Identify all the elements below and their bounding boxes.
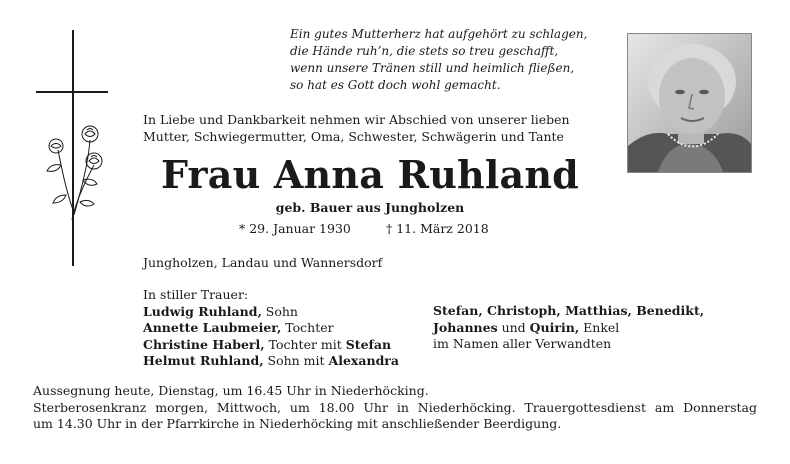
service-line: Sterberosenkranz morgen, Mittwoch, um 18.00 Uhr in Niederhöcking. Trauergottesdienst am Donnerstag (33, 399, 757, 415)
mourner-entry (143, 304, 443, 321)
mourner-name: Helmut Ruhland, (143, 353, 264, 368)
places: Jungholzen, Landau und Wannersdorf (143, 255, 383, 270)
mourner-entry (433, 303, 763, 320)
mourner-relation: und (497, 319, 530, 335)
mourner-name: Stefan, Christoph, Matthias, Benedikt, (433, 303, 705, 318)
poem (290, 26, 620, 94)
birth-date: * 29. Januar 1930 (239, 221, 351, 236)
mourner-relation: Sohn mit (263, 353, 329, 368)
cross-with-roses-icon (36, 30, 116, 266)
poem-line: Ein gutes Mutterherz hat aufgehört zu schlagen, (290, 27, 588, 41)
mourner-entry (143, 320, 443, 337)
mourner-name: Johannes (433, 319, 498, 335)
birth-name: geb. Bauer aus Jungholzen (275, 200, 465, 215)
mourner-relation: Sohn (261, 303, 298, 319)
intro-line: In Liebe und Dankbarkeit nehmen wir Abschied von unserer lieben (143, 112, 570, 127)
mourner-entry (433, 336, 763, 353)
mourner-entry (433, 320, 763, 337)
mourner-relation: Tochter mit (264, 336, 346, 352)
poem-line: wenn unsere Tränen still und heimlich fließen, (290, 61, 575, 75)
intro-text (143, 111, 613, 145)
mourner-name: Stefan (345, 336, 392, 352)
mourner-name: Alexandra (328, 353, 399, 368)
mourners-heading: In stiller Trauer: (143, 287, 249, 302)
service-info (33, 383, 757, 433)
deceased-name: Frau Anna Ruhland (161, 152, 579, 197)
service-line: um 14.30 Uhr in der Pfarrkirche in Niederhöcking mit anschließender Beerdigung. (33, 416, 562, 431)
mourner-relation: im Namen aller Verwandten (433, 336, 612, 351)
mourner-entry (143, 337, 443, 354)
death-date: † 11. März 2018 (386, 221, 489, 236)
mourner-name: Annette Laubmeier, (143, 320, 282, 335)
mourner-entry (143, 353, 443, 370)
portrait-photo (627, 33, 752, 173)
poem-line: die Hände ruh’n, die stets so treu geschafft, (290, 44, 559, 58)
mourner-name: Ludwig Ruhland, (143, 303, 262, 319)
mourners-right (433, 303, 763, 353)
mourner-name: Christine Haberl, (143, 336, 265, 352)
poem-line: so hat es Gott doch wohl gemacht. (290, 78, 501, 92)
mourner-relation: Tochter (281, 320, 334, 335)
service-line: Aussegnung heute, Dienstag, um 16.45 Uhr in Niederhöcking. (33, 383, 429, 398)
mourner-relation: Enkel (579, 319, 620, 335)
mourner-name: Quirin, (529, 319, 580, 335)
intro-line: Mutter, Schwiegermutter, Oma, Schwester, Schwägerin und Tante (143, 129, 564, 144)
mourners-left (143, 287, 443, 370)
